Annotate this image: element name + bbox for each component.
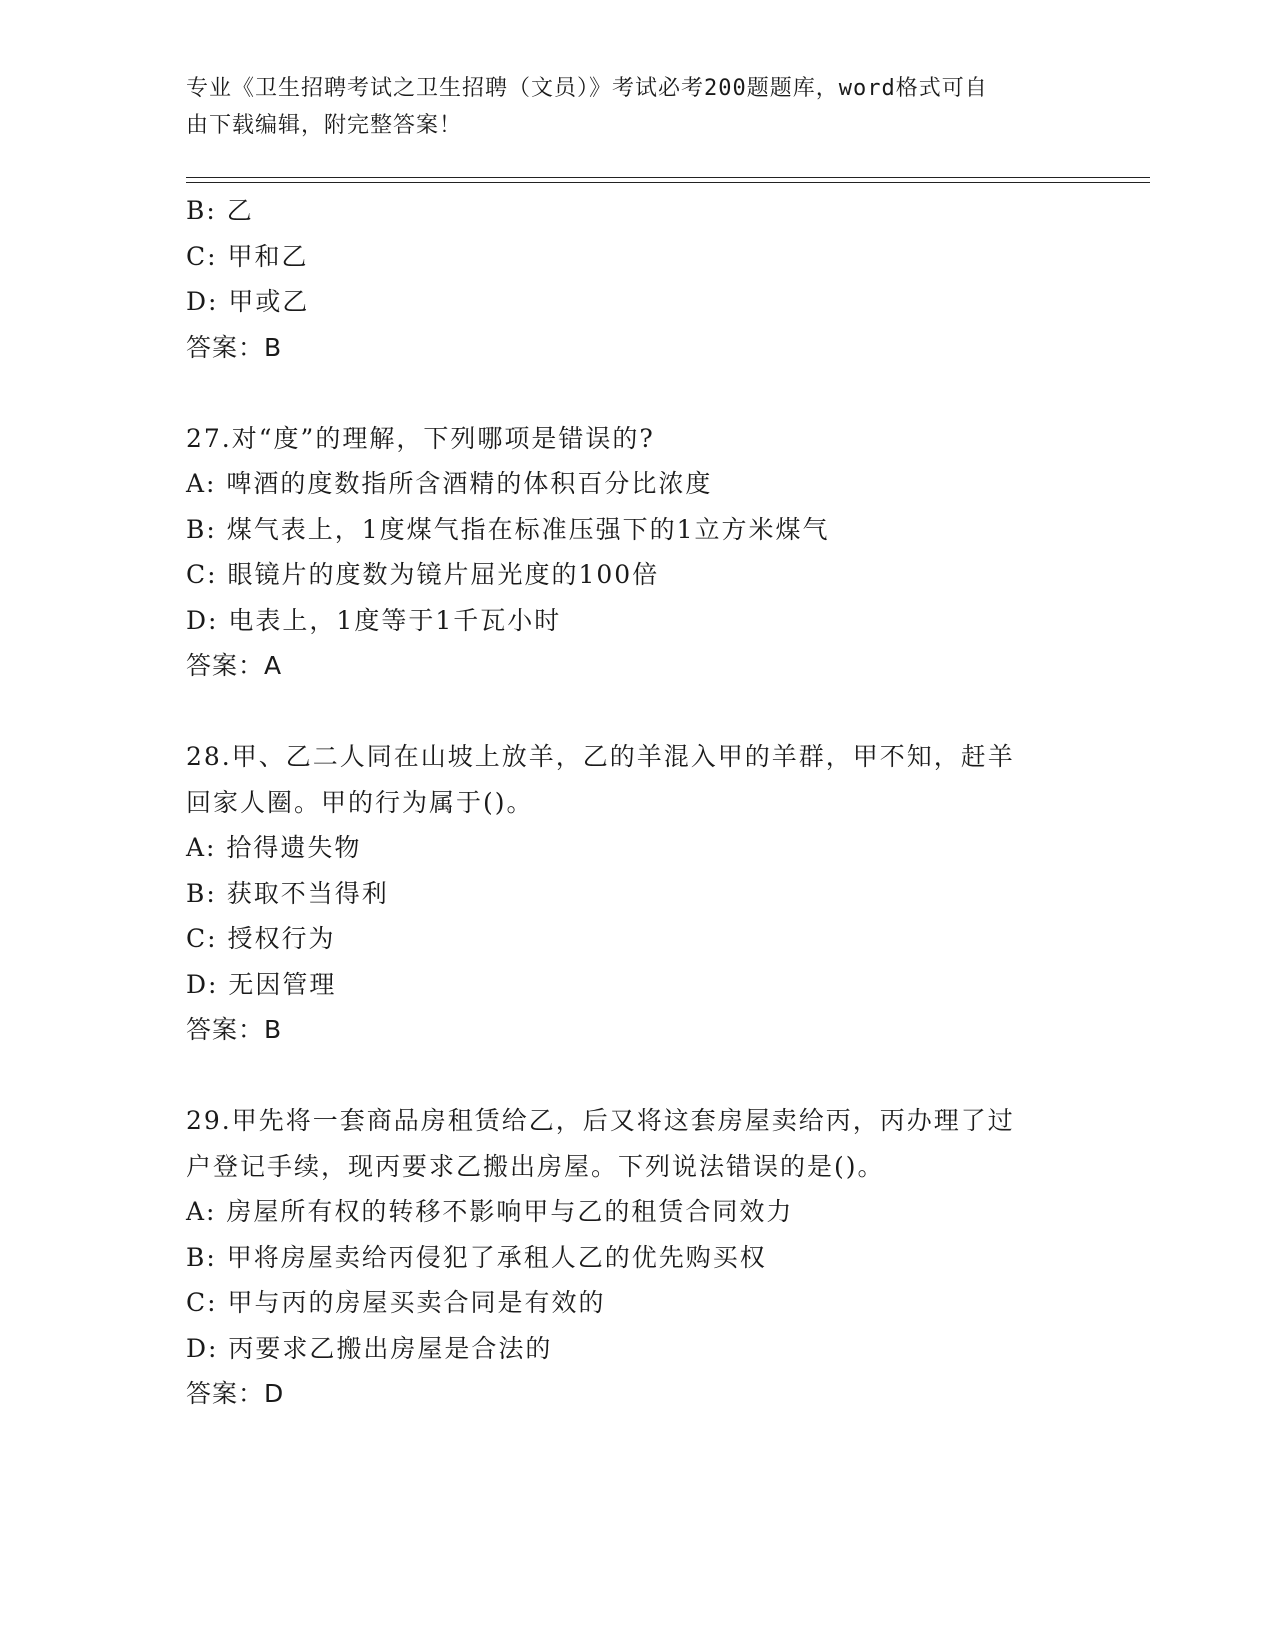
header-divider-top (186, 177, 1150, 178)
option-c: C: 眼镜片的度数为镜片屈光度的100倍 (186, 560, 660, 589)
question-stem-continued: 回家人圈。甲的行为属于()。 (186, 787, 534, 817)
answer-line: 答案：B (186, 332, 283, 362)
option-b: B: 乙 (186, 196, 254, 225)
question-27 (186, 416, 1086, 689)
question-stem: 27.对“度”的理解，下列哪项是错误的? (186, 423, 655, 453)
option-c: C: 甲与丙的房屋买卖合同是有效的 (186, 1288, 606, 1317)
option-b: B: 煤气表上，1度煤气指在标准压强下的1立方米煤气 (186, 514, 830, 544)
option-b: B: 获取不当得利 (186, 878, 389, 908)
header-divider-bottom (186, 182, 1150, 183)
question-28 (186, 734, 1086, 1053)
question-body (186, 188, 1086, 1417)
option-a: A: 拾得遗失物 (186, 833, 362, 862)
option-a: A: 房屋所有权的转移不影响甲与乙的租赁合同效力 (186, 1197, 794, 1226)
question-stem: 28.甲、乙二人同在山坡上放羊，乙的羊混入甲的羊群，甲不知，赶羊 (186, 742, 1015, 771)
option-b: B: 甲将房屋卖给丙侵犯了承租人乙的优先购买权 (186, 1242, 767, 1272)
option-d: D: 丙要求乙搬出房屋是合法的 (186, 1333, 553, 1363)
header-line-2: 由下载编辑，附完整答案！ (186, 113, 463, 138)
spacer (186, 370, 1086, 416)
question-stem-continued: 户登记手续，现丙要求乙搬出房屋。下列说法错误的是()。 (186, 1151, 885, 1181)
option-d: D: 无因管理 (186, 969, 337, 999)
answer-line: 答案：B (186, 1015, 283, 1044)
option-a: A: 啤酒的度数指所含酒精的体积百分比浓度 (186, 469, 713, 498)
spacer (186, 689, 1086, 735)
question-stem: 29.甲先将一套商品房租赁给乙，后又将这套房屋卖给丙，丙办理了过 (186, 1106, 1015, 1135)
document-header (186, 70, 1066, 144)
answer-line: 答案：D (186, 1379, 285, 1408)
answer-line: 答案：A (186, 651, 283, 680)
option-d: D: 电表上，1度等于1千瓦小时 (186, 605, 562, 635)
option-c: C: 授权行为 (186, 924, 336, 953)
option-d: D: 甲或乙 (186, 287, 310, 316)
question-29 (186, 1098, 1086, 1417)
previous-question-tail (186, 188, 1086, 370)
spacer (186, 1053, 1086, 1099)
option-c: C: 甲和乙 (186, 241, 309, 271)
header-line-1: 专业《卫生招聘考试之卫生招聘（文员）》考试必考200题题库，word格式可自 (186, 76, 988, 101)
